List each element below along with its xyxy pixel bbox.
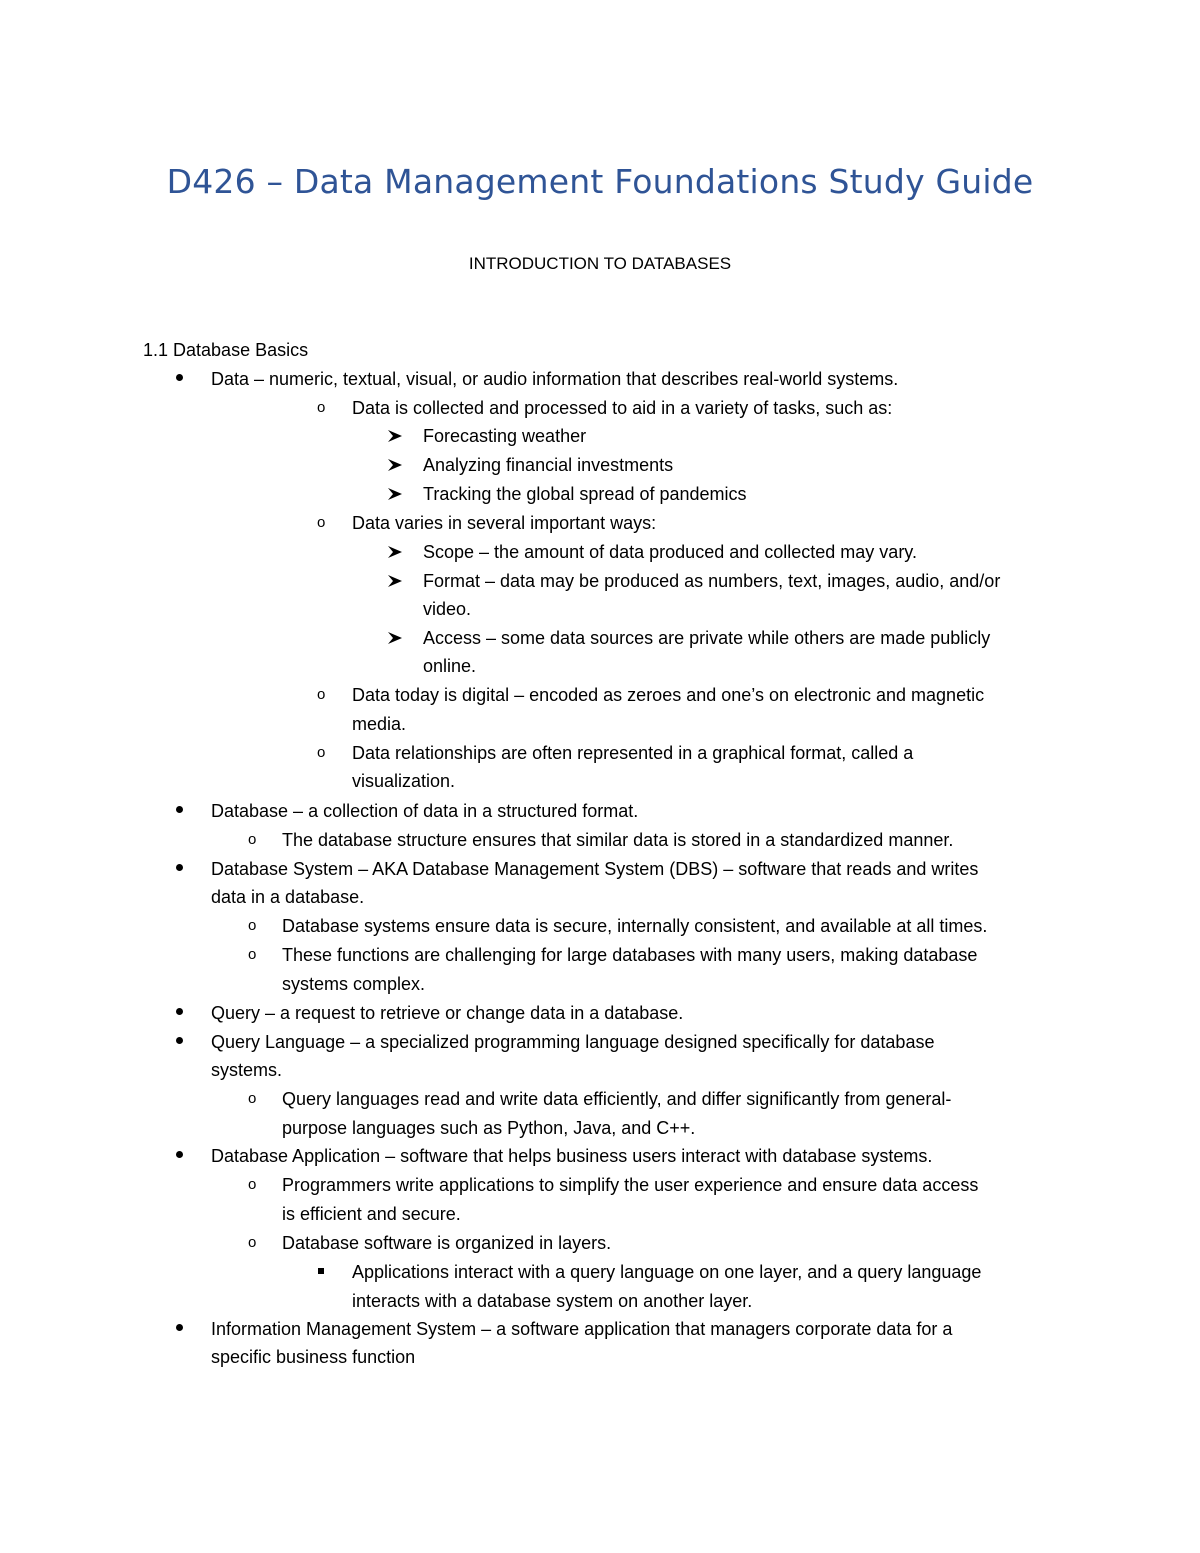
arrow-bullet-icon bbox=[387, 429, 403, 443]
circle-bullet-icon: o bbox=[248, 946, 257, 963]
list-item-digital: Data today is digital – encoded as zeroes and one’s on electronic and magnetic bbox=[352, 685, 985, 705]
bullet-icon bbox=[176, 1008, 183, 1015]
list-item-relationships-cont: visualization. bbox=[352, 771, 456, 791]
list-item-data: Data – numeric, textual, visual, or audio information that describes real-world systems. bbox=[211, 369, 899, 389]
list-item-access: Access – some data sources are private while others are made publicly bbox=[423, 628, 991, 648]
list-item-data-varies: Data varies in several important ways: bbox=[352, 513, 657, 533]
list-item-dbs-challenging-cont: systems complex. bbox=[282, 974, 426, 994]
arrow-bullet-icon bbox=[387, 574, 403, 588]
list-item-query-language-sub-cont: purpose languages such as Python, Java, and C++. bbox=[282, 1118, 696, 1138]
bullet-icon bbox=[176, 374, 183, 381]
list-item-format: Format – data may be produced as numbers, text, images, audio, and/or bbox=[423, 571, 1001, 591]
bullet-icon bbox=[176, 1151, 183, 1158]
bullet-icon bbox=[176, 864, 183, 871]
list-item-data-collected: Data is collected and processed to aid in a variety of tasks, such as: bbox=[352, 398, 893, 418]
circle-bullet-icon: o bbox=[317, 744, 326, 761]
list-item-query-language: Query Language – a specialized programming language designed specifically for database bbox=[211, 1032, 935, 1052]
list-item-query-language-sub: Query languages read and write data efficiently, and differ significantly from general- bbox=[282, 1089, 952, 1109]
list-item-applications-cont: interacts with a database system on another layer. bbox=[352, 1291, 753, 1311]
list-item-database-structure: The database structure ensures that similar data is stored in a standardized manner. bbox=[282, 830, 954, 850]
circle-bullet-icon: o bbox=[248, 1090, 257, 1107]
list-item-dbs-cont: data in a database. bbox=[211, 887, 365, 907]
list-item-query-language-cont: systems. bbox=[211, 1060, 283, 1080]
bullet-icon bbox=[176, 1037, 183, 1044]
document-subtitle: INTRODUCTION TO DATABASES bbox=[468, 254, 732, 273]
list-item-query: Query – a request to retrieve or change data in a database. bbox=[211, 1003, 684, 1023]
circle-bullet-icon: o bbox=[248, 1234, 257, 1251]
list-item-ims-cont: specific business function bbox=[211, 1347, 416, 1367]
list-item-applications: Applications interact with a query language on one layer, and a query language bbox=[352, 1262, 982, 1282]
list-item-format-cont: video. bbox=[423, 599, 472, 619]
list-item-access-cont: online. bbox=[423, 656, 477, 676]
list-item-tracking: Tracking the global spread of pandemics bbox=[423, 484, 747, 504]
list-item-db-application: Database Application – software that helps business users interact with database systems. bbox=[211, 1146, 933, 1166]
list-item-ims: Information Management System – a software application that managers corporate data for a bbox=[211, 1319, 953, 1339]
section-heading: 1.1 Database Basics bbox=[143, 340, 309, 360]
list-item-scope: Scope – the amount of data produced and collected may vary. bbox=[423, 542, 917, 562]
list-item-forecasting: Forecasting weather bbox=[423, 426, 587, 446]
list-item-programmers: Programmers write applications to simplify the user experience and ensure data access bbox=[282, 1175, 979, 1195]
arrow-bullet-icon bbox=[387, 545, 403, 559]
circle-bullet-icon: o bbox=[248, 831, 257, 848]
list-item-database: Database – a collection of data in a structured format. bbox=[211, 801, 639, 821]
circle-bullet-icon: o bbox=[317, 686, 326, 703]
square-bullet-icon bbox=[318, 1268, 324, 1274]
bullet-icon bbox=[176, 1324, 183, 1331]
list-item-dbs-challenging: These functions are challenging for large databases with many users, making database bbox=[282, 945, 978, 965]
circle-bullet-icon: o bbox=[248, 917, 257, 934]
list-item-relationships: Data relationships are often represented in a graphical format, called a bbox=[352, 743, 914, 763]
document-title: D426 – Data Management Foundations Study Guide bbox=[166, 162, 1034, 201]
list-item-dbs: Database System – AKA Database Management System (DBS) – software that reads and writes bbox=[211, 859, 979, 879]
circle-bullet-icon: o bbox=[248, 1176, 257, 1193]
arrow-bullet-icon bbox=[387, 458, 403, 472]
list-item-layers: Database software is organized in layers. bbox=[282, 1233, 612, 1253]
list-item-programmers-cont: is efficient and secure. bbox=[282, 1204, 461, 1224]
arrow-bullet-icon bbox=[387, 631, 403, 645]
arrow-bullet-icon bbox=[387, 487, 403, 501]
list-item-dbs-secure: Database systems ensure data is secure, internally consistent, and available at all times. bbox=[282, 916, 988, 936]
circle-bullet-icon: o bbox=[317, 514, 326, 531]
circle-bullet-icon: o bbox=[317, 399, 326, 416]
bullet-icon bbox=[176, 806, 183, 813]
list-item-digital-cont: media. bbox=[352, 714, 407, 734]
list-item-analyzing: Analyzing financial investments bbox=[423, 455, 674, 475]
